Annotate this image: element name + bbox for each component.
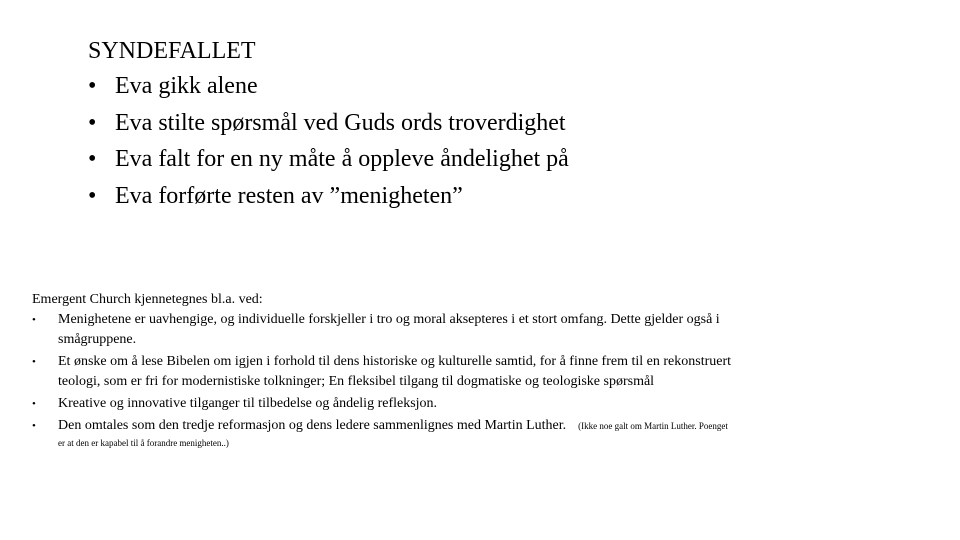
bullet-icon: • xyxy=(88,182,97,209)
side-note: (Ikke noe galt om Martin Luther. Poenget xyxy=(578,421,728,431)
list-item xyxy=(32,416,912,450)
lower-bullet-list xyxy=(32,310,912,450)
side-note-continuation: er at den er kapabel til å forandre menigheten..) xyxy=(58,438,229,448)
bullet-icon: • xyxy=(88,146,97,172)
list-item-text: Eva falt for en ny måte å oppleve åndelighet på xyxy=(115,146,569,172)
list-item-text-line-1: Menighetene er uavhengige, og individuelle forskjeller i tro og moral aksepteres i et stort omfang. Dette gjelder også i xyxy=(58,312,720,327)
list-item-text-line-1 xyxy=(58,416,912,436)
list-item xyxy=(88,105,848,142)
section-heading: Emergent Church kjennetegnes bl.a. ved: xyxy=(32,292,263,307)
bullet-icon: • xyxy=(88,109,97,136)
list-item-text-line-1: Et ønske om å lese Bibelen om igjen i forhold til dens historiske og kulturelle samtid, for å finne frem til en rekonstruert xyxy=(58,354,732,369)
list-item xyxy=(32,352,912,392)
list-item xyxy=(32,310,912,350)
list-item-text-line-2: teologi, som er fri for modernistiske tolkninger; En fleksibel tilgang til dogmatiske og teologiske spørsmål xyxy=(58,374,655,389)
upper-bullet-list xyxy=(88,68,848,214)
slide-title: SYNDEFALLET xyxy=(88,38,256,64)
bullet-icon: • xyxy=(32,356,36,368)
list-item-text-line-1: Kreative og innovative tilganger til tilbedelse og åndelig refleksjon. xyxy=(58,396,438,411)
list-item-text: Eva stilte spørsmål ved Guds ords troverdighet xyxy=(115,109,566,136)
bullet-icon: • xyxy=(32,420,36,432)
lower-text-block xyxy=(32,290,912,452)
list-item xyxy=(32,394,912,414)
list-item-text: Eva gikk alene xyxy=(115,73,258,99)
upper-text-block xyxy=(88,34,848,214)
list-item-text: Den omtales som den tredje reformasjon og dens ledere sammenlignes med Martin Luther. xyxy=(58,418,567,433)
bullet-icon: • xyxy=(88,73,97,99)
list-item-text-line-2: smågruppene. xyxy=(58,332,137,347)
bullet-icon: • xyxy=(32,314,36,326)
list-item xyxy=(88,68,848,105)
list-item-text: Eva forførte resten av ”menigheten” xyxy=(115,182,463,209)
list-item xyxy=(88,141,848,178)
list-item xyxy=(88,178,848,215)
bullet-icon: • xyxy=(32,398,36,410)
